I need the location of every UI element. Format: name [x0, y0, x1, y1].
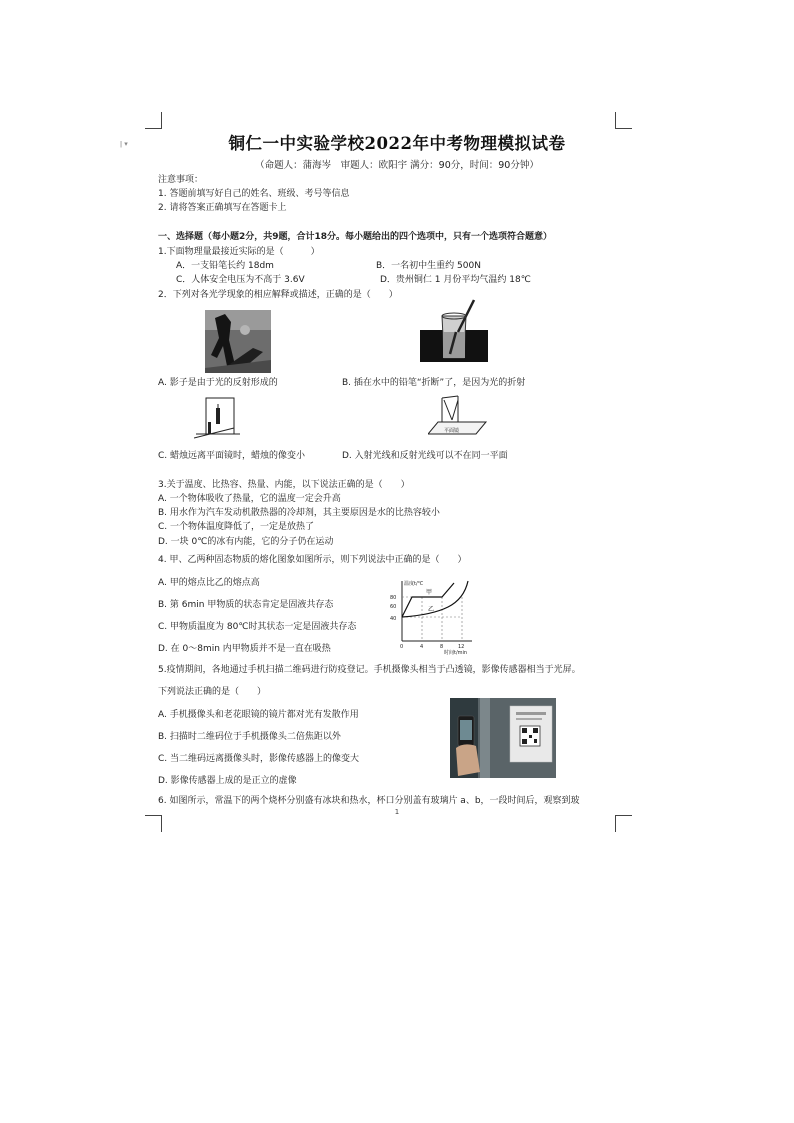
graph-x-tick-4: 4 — [420, 644, 424, 650]
graph-x-label: 时间t/min — [444, 650, 468, 655]
page-number: 1 — [394, 808, 400, 816]
q1-option-d: D．贵州铜仁 1 月份平均气温约 18℃ — [380, 275, 531, 285]
crop-mark-top-right — [615, 112, 632, 129]
reflection-diagram — [428, 394, 488, 438]
section-heading: 一、选择题（每小题2分，共9题，合计18分。每小题给出的四个选项中，只有一个选项符合题意） — [158, 232, 553, 242]
q3-option-b: B. 用水作为汽车发动机散热器的冷却剂，其主要原因是水的比热容较小 — [158, 508, 440, 518]
crop-mark-bottom-left — [145, 815, 162, 832]
q5-option-b: B. 扫描时二维码位于手机摄像头二倍焦距以外 — [158, 732, 341, 742]
q2-option-b: B. 插在水中的铅笔“折断”了，是因为光的折射 — [342, 378, 526, 388]
graph-y-tick-80: 80 — [390, 595, 397, 601]
q6-stem: 6. 如图所示，常温下的两个烧杯分别盛有冰块和热水，杯口分别盖有玻璃片 a、b，一段时间后，观察到玻 — [158, 796, 580, 806]
q1-option-b: B．一名初中生重约 500N — [376, 261, 481, 271]
graph-x-tick-12: 12 — [458, 644, 465, 650]
series-jia-label: 甲 — [426, 589, 433, 596]
q4-option-d: D. 在 0～8min 内甲物质并不是一直在吸热 — [158, 644, 331, 654]
q4-option-b: B. 第 6min 甲物质的状态肯定是固液共存态 — [158, 600, 334, 610]
qr-scan-photo — [450, 698, 556, 778]
q3-stem: 3.关于温度、比热容、热量、内能，以下说法正确的是（ ） — [158, 480, 410, 490]
graph-x-tick-8: 8 — [440, 644, 444, 650]
candle-mirror-diagram — [194, 394, 244, 442]
q3-option-d: D. 一块 0℃的冰有内能，它的分子仍在运动 — [158, 537, 334, 547]
notice-item-2: 2. 请将答案正确填写在答题卡上 — [158, 203, 287, 213]
exam-subtitle: （命题人：蒲海岑 审题人：欧阳宇 满分：90分，时间：90分钟） — [255, 160, 539, 171]
graph-y-label: 温度t/℃ — [404, 581, 424, 587]
graph-x-tick-0: 0 — [400, 644, 404, 650]
q5-option-a: A. 手机摄像头和老花眼镜的镜片都对光有发散作用 — [158, 710, 359, 720]
notice-heading: 注意事项： — [158, 175, 204, 185]
q4-option-c: C. 甲物质温度为 80℃时其状态一定是固液共存态 — [158, 622, 357, 632]
crop-mark-top-left — [145, 112, 162, 129]
crop-mark-bottom-right — [615, 815, 632, 832]
q5-option-d: D. 影像传感器上成的是正立的虚像 — [158, 776, 297, 786]
graph-y-tick-40: 40 — [390, 616, 397, 622]
series-yi-label: 乙 — [428, 606, 435, 613]
pencil-in-water-photo — [420, 298, 488, 362]
mirror-label: 平面镜 — [444, 428, 460, 434]
q2-option-c: C. 蜡烛远离平面镜时，蜡烛的像变小 — [158, 451, 306, 461]
exam-title: 铜仁一中实验学校2022年中考物理模拟试卷 — [228, 134, 566, 153]
melting-graph — [382, 575, 478, 655]
q1-option-c: C．人体安全电压为不高于 3.6V — [176, 275, 305, 285]
notice-item-1: 1. 答题前填写好自己的姓名、班级、考号等信息 — [158, 189, 350, 199]
margin-marker-icon: ǀ ▾ — [120, 140, 128, 148]
q3-option-a: A. 一个物体吸收了热量，它的温度一定会升高 — [158, 494, 341, 504]
q1-stem: 1.下面物理量最接近实际的是（ ） — [158, 247, 320, 257]
shadow-photo — [205, 310, 271, 373]
q5-option-c: C. 当二维码远离摄像头时，影像传感器上的像变大 — [158, 754, 360, 764]
q3-option-c: C. 一个物体温度降低了，一定是放热了 — [158, 522, 315, 532]
q5-stem-2: 下列说法正确的是（ ） — [158, 687, 267, 697]
q2-stem: 2．下列对各光学现象的相应解释或描述，正确的是（ ） — [158, 290, 398, 300]
q5-stem: 5.疫情期间，各地通过手机扫描二维码进行防疫登记。手机摄像头相当于凸透镜，影像传感器相当于光屏。 — [158, 665, 581, 675]
q4-option-a: A. 甲的熔点比乙的熔点高 — [158, 578, 260, 588]
q1-option-a: A．一支铅笔长约 18dm — [176, 261, 274, 271]
q4-stem: 4. 甲、乙两种固态物质的熔化图象如图所示，则下列说法中正确的是（ ） — [158, 555, 467, 565]
graph-y-tick-60: 60 — [390, 604, 397, 610]
q2-option-a: A. 影子是由于光的反射形成的 — [158, 378, 278, 388]
q2-option-d: D. 入射光线和反射光线可以不在同一平面 — [342, 451, 508, 461]
